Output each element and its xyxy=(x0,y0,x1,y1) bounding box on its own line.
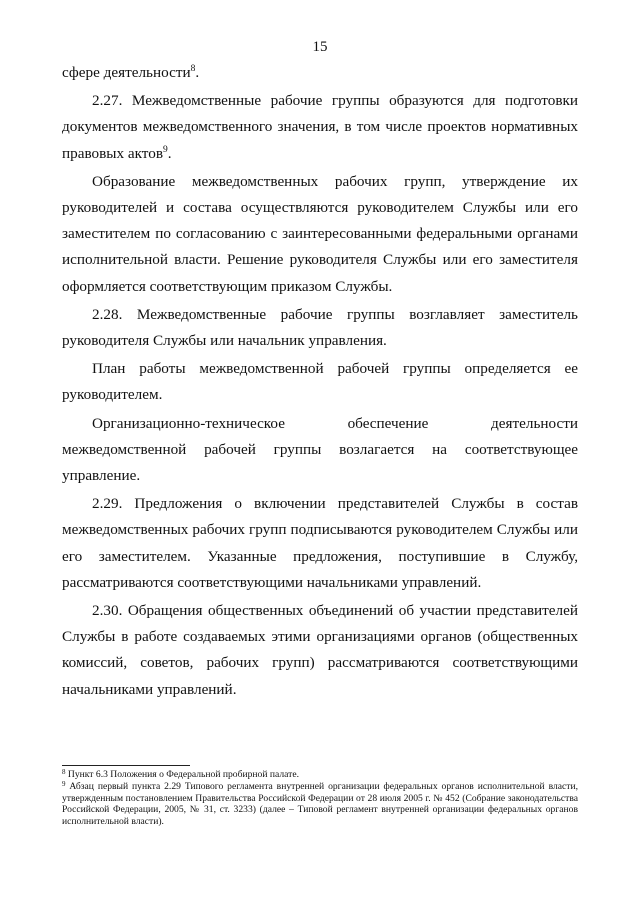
footnote-ref: 9 xyxy=(163,144,168,155)
paragraph-tail: . xyxy=(195,64,200,81)
footnote-9 xyxy=(62,781,578,828)
footnote-text: Пункт 6.3 Положения о Федеральной пробирной палате. xyxy=(67,769,300,780)
paragraph-continuation xyxy=(62,60,578,86)
paragraph-support: Организационно-техническое обеспечение деятельности межведомственной рабочей группы возлагается на соответствующее управление. xyxy=(62,414,578,485)
footnote-mark: 8 xyxy=(62,768,66,776)
document-body xyxy=(62,60,578,703)
footnote-mark: 9 xyxy=(62,779,66,788)
footnotes xyxy=(62,769,578,828)
paragraph-2-28: 2.28. Межведомственные рабочие группы возглавляет заместитель руководителя Службы или начальник управления. xyxy=(62,305,578,350)
paragraph-2-27 xyxy=(62,88,578,167)
footnote-8 xyxy=(62,769,578,781)
paragraph-2-30: 2.30. Обращения общественных объединений об участии представителей Службы в работе создаваемых этими организациями органов (общественных комиссий, советов, рабочих групп) рассматриваются соответствующими начальниками управлений. xyxy=(62,602,578,698)
footnote-text: Абзац первый пункта 2.29 Типового регламента внутренней организации федеральных органов исполнительной власти, утвержденным постановлением Правительства Российской Федерации от 28 июля 2005 г. № 452 (Собрание законодательства Российской Федерации, 2005, № 31, ст. 3233) (далее – Типовой регламент внутренней организации федеральных органов исполнительной власти). xyxy=(62,780,578,828)
paragraph-text: сфере деятельности xyxy=(62,64,191,81)
footnote-divider xyxy=(62,765,190,766)
paragraph-tail: . xyxy=(167,144,172,162)
paragraph-2-29: 2.29. Предложения о включении представителей Службы в состав межведомственных рабочих групп подписываются руководителем Службы или его заместителем. Указанные предложения, поступившие в Службу, рассматриваются соответствующими начальниками управлений. xyxy=(62,495,578,591)
paragraph-work-plan: План работы межведомственной рабочей группы определяется ее руководителем. xyxy=(62,360,578,404)
paragraph-formation: Образование межведомственных рабочих групп, утверждение их руководителей и состава осуществляются руководителем Службы или его заместителем по согласованию с заинтересованными федеральными органами исполнительной власти. Решение руководителя Службы или его заместителя оформляется соответствующим приказом Службы. xyxy=(62,172,578,295)
paragraph-text: 2.27. Межведомственные рабочие группы образуются для подготовки документов межведомственного значения, в том числе проектов нормативных правовых актов xyxy=(62,92,578,162)
footnote-ref: 8 xyxy=(190,64,196,74)
page-number: 15 xyxy=(312,39,328,55)
